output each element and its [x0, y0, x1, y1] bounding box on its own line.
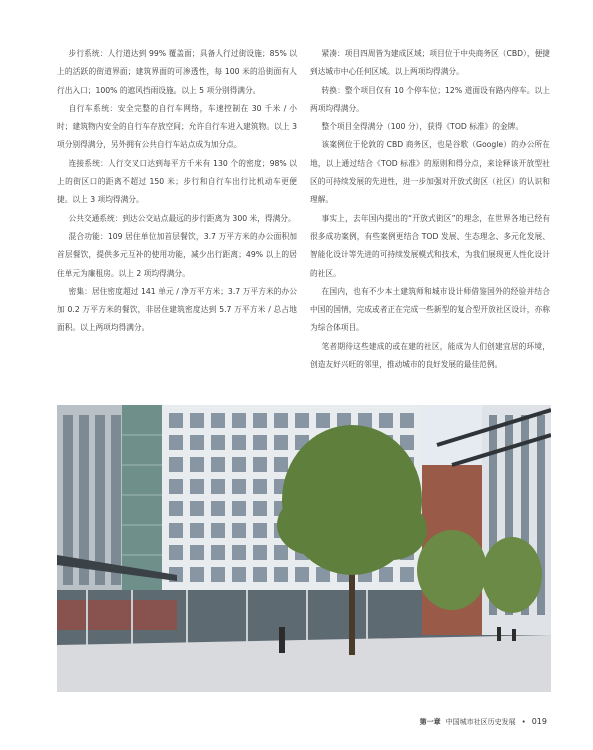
office-window [274, 413, 288, 428]
office-window [211, 413, 225, 428]
office-window [253, 413, 267, 428]
office-window [232, 567, 246, 582]
plaza-photo-illustration [57, 405, 551, 692]
paragraph-walking-system: 步行系统：人行道达到 99% 覆盖面；具备人行过街设施；85% 以上的活跃的街道界面；建筑界面的可渗透性，每 100 米的沿街面有人行出入口；100% 的遮风挡雨设施。以上 5 项分别得满分。 [57, 49, 297, 95]
office-window [190, 457, 204, 472]
office-window [232, 413, 246, 428]
office-window [169, 501, 183, 516]
office-window [253, 435, 267, 450]
office-window [274, 545, 288, 560]
office-window [211, 545, 225, 560]
office-window [232, 479, 246, 494]
paragraph-open-blocks: 事实上，去年国内提出的“开放式街区”的理念，在世界各地已经有很多成功案例，有些案例更结合 TOD 发展、生态理念、多元化发展、智能化设计等先进的可持续发展模式和技术，为我们展现更人性化设计的社区。 [310, 213, 550, 278]
office-window [211, 567, 225, 582]
paragraph-public-transit: 公共交通系统：到达公交站点最远的步行距离为 300 米，得满分。 [68, 213, 296, 223]
office-window [295, 567, 309, 582]
office-window [169, 435, 183, 450]
office-window [295, 413, 309, 428]
paragraph-connection-system: 连接系统：人行交叉口达到每平方千米有 130 个的密度；98% 以上的街区口的距离不超过 150 米；步行和自行车出行比机动车更便捷。以上 3 项均得满分。 [57, 158, 297, 205]
office-window [316, 413, 330, 428]
office-window [274, 457, 288, 472]
office-window [211, 501, 225, 516]
office-window [169, 457, 183, 472]
office-window [190, 501, 204, 516]
office-window [190, 545, 204, 560]
office-window [253, 457, 267, 472]
office-window [169, 479, 183, 494]
footer-chapter: 第一章 [419, 718, 441, 726]
office-window [253, 501, 267, 516]
office-window [253, 567, 267, 582]
paragraph-bicycle-system: 自行车系统：安全完整的自行车网络，车速控制在 30 千米 / 小时；建筑物内安全的自行车存放空间；允许自行车进入建筑物。以上 3 项分别得满分，另外拥有公共自行车站点成为加分点。 [57, 103, 297, 150]
paragraph-expectation: 笔者期待这些建成的或在建的社区，能成为人们创建宜居的环境，创造友好兴旺的邻里，推动城市的良好发展的最佳范例。 [310, 341, 550, 370]
office-window [253, 479, 267, 494]
paragraph-london-case: 该案例位于伦敦的 CBD 商务区，也是谷歌（Google）的办公所在地，以上通过结合《TOD 标准》的原则和得分点，来诠释该开放型社区的可持续发展的先进性，进一步加强对开放式街区（社区）的认识和理解。 [310, 140, 550, 205]
office-window [190, 479, 204, 494]
office-window [232, 501, 246, 516]
office-window [211, 479, 225, 494]
office-window [232, 545, 246, 560]
page-number: 019 [531, 717, 547, 726]
paragraph-mixed-use: 混合功能：109 居住单位加首层餐饮，3.7 万平方米的办公面积加首层餐饮，提供多元互补的使用功能，减少出行距离；49% 以上的居住单元为廉租房。以上 2 项均得满分。 [57, 231, 297, 278]
glass-tower [122, 405, 167, 595]
footer-title: 中国城市社区历史发展 [445, 718, 516, 726]
office-window [190, 523, 204, 538]
office-window [253, 545, 267, 560]
page-footer [420, 717, 547, 727]
office-window [274, 435, 288, 450]
left-text-column [57, 45, 297, 338]
office-window [211, 457, 225, 472]
office-window [190, 413, 204, 428]
office-window [253, 523, 267, 538]
office-window [211, 523, 225, 538]
office-window [379, 413, 393, 428]
office-window [190, 435, 204, 450]
paragraph-compact: 紧凑：项目四周皆为建成区域；项目位于中央商务区（CBD），便捷到达城市中心任何区域。以上两项均得满分。 [310, 49, 550, 77]
plaza-photo [57, 405, 551, 692]
office-window [169, 545, 183, 560]
paragraph-shift: 转换：整个项目仅有 10 个停车位；12% 道面设有路内停车。以上两项均得满分。 [310, 85, 550, 113]
office-window [232, 457, 246, 472]
paragraph-gold-rating: 整个项目全得满分（100 分），获得《TOD 标准》的金牌。 [321, 122, 524, 132]
pavement [57, 635, 551, 692]
red-interior [57, 600, 177, 630]
office-window [274, 567, 288, 582]
office-window [400, 413, 414, 428]
office-window [211, 435, 225, 450]
footer-separator: • [521, 718, 526, 726]
paragraph-domestic: 在国内，也有不少本土建筑师和城市设计师借鉴国外的经验并结合中国的国情，完成或者正在完成一些新型的复合型开放社区设计，亦称为综合体项目。 [310, 286, 550, 333]
office-window [169, 413, 183, 428]
office-window [232, 435, 246, 450]
office-window [190, 567, 204, 582]
office-window [232, 523, 246, 538]
right-text-column [310, 45, 550, 374]
office-window [169, 523, 183, 538]
paragraph-density: 密集：居住密度超过 141 单元 / 净万平方米；3.7 万平方米的办公加 0.2 万平方米的餐饮，非居住建筑密度达到 5.7 万平方米 / 总占地面积。以上两项均得满分。 [57, 286, 297, 333]
office-window [400, 567, 414, 582]
office-window [379, 567, 393, 582]
